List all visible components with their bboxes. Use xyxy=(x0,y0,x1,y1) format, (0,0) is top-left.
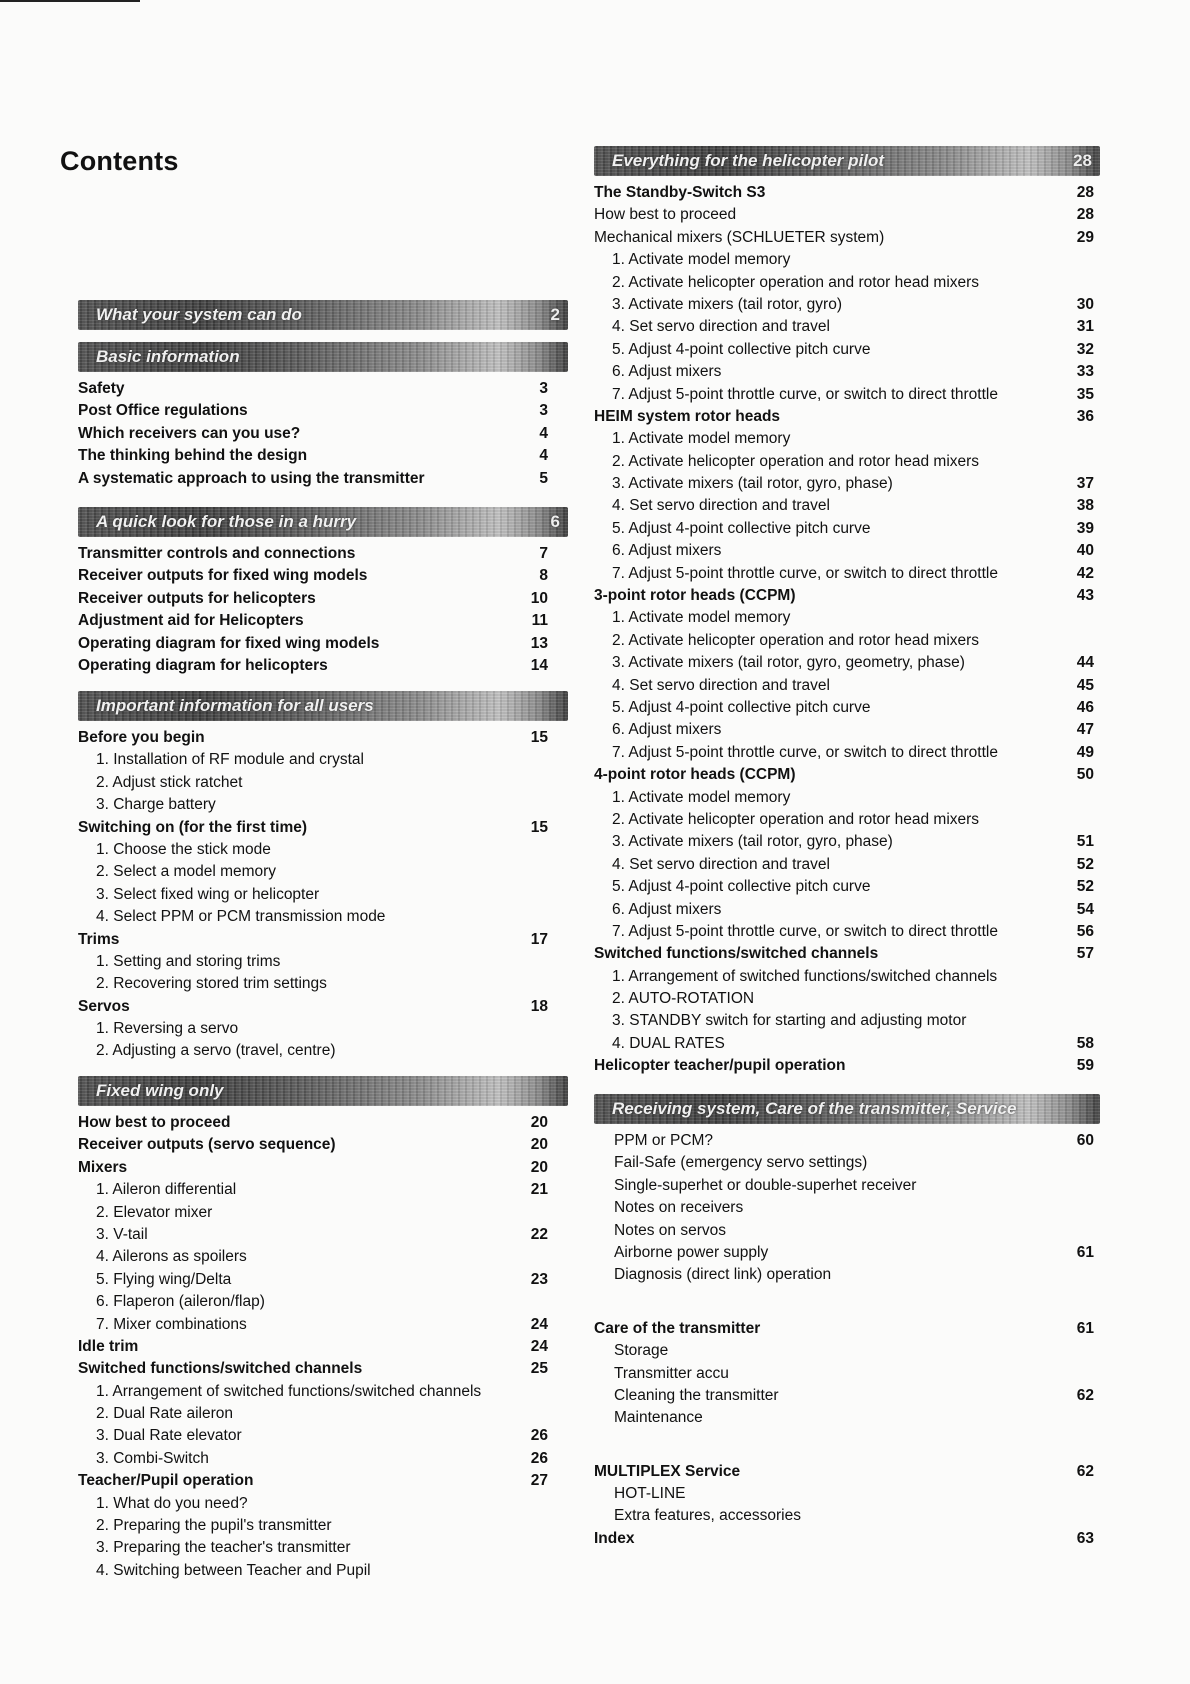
toc-entry-page: 47 xyxy=(1076,721,1094,739)
toc-entry-page: 42 xyxy=(1076,564,1094,582)
toc-entry[interactable] xyxy=(594,204,1100,226)
toc-entry-page: 30 xyxy=(1076,295,1094,313)
toc-section xyxy=(594,1094,1100,1550)
toc-entry[interactable] xyxy=(78,543,568,565)
toc-entry-page: 25 xyxy=(530,1360,548,1378)
toc-entry-label: HEIM system rotor heads xyxy=(594,407,781,425)
section-page-number: 2 xyxy=(550,305,560,324)
toc-entry-label: The Standby-Switch S3 xyxy=(594,184,766,201)
toc-entry-page: 60 xyxy=(1076,1132,1094,1149)
toc-entry[interactable] xyxy=(594,1363,1100,1385)
toc-entry-label: Receiver outputs for fixed wing models xyxy=(78,567,368,585)
toc-entry-label: 2. Adjusting a servo (travel, centre) xyxy=(96,1042,336,1060)
toc-entry-label: Single-superhet or double-superhet receiver xyxy=(614,1176,917,1194)
toc-entry-label: 3. Activate mixers (tail rotor, gyro, phase) xyxy=(612,833,893,851)
section-heading[interactable] xyxy=(594,1094,1100,1124)
toc-section xyxy=(78,342,568,490)
toc-entry-label: 6. Adjust mixers xyxy=(612,363,722,381)
toc-entry-label: Adjustment aid for Helicopters xyxy=(78,612,304,630)
toc-entry[interactable] xyxy=(594,384,1100,406)
toc-entry[interactable] xyxy=(78,1246,568,1268)
toc-entry[interactable] xyxy=(78,1134,568,1156)
toc-entry[interactable] xyxy=(78,727,568,749)
toc-entry[interactable] xyxy=(594,585,1100,607)
toc-entry-label: 4. Set servo direction and travel xyxy=(612,676,830,694)
toc-entry-page: 46 xyxy=(1076,698,1094,716)
section-heading-label: Fixed wing only xyxy=(96,1081,224,1100)
toc-entry-label: 4. Set servo direction and travel xyxy=(612,855,830,873)
section-heading-label: A quick look for those in a hurry xyxy=(96,512,357,531)
toc-entry-label: How best to proceed xyxy=(594,206,737,224)
toc-entry-page: 4 xyxy=(539,447,548,465)
toc-entry[interactable] xyxy=(594,719,1100,741)
toc-entry-label: 3. Combi-Switch xyxy=(96,1449,209,1467)
toc-entry[interactable] xyxy=(594,1407,1100,1429)
toc-entry[interactable] xyxy=(594,1318,1100,1340)
section-heading[interactable] xyxy=(78,300,568,330)
toc-entry[interactable] xyxy=(78,1179,568,1201)
toc-entry-label: Diagnosis (direct link) operation xyxy=(614,1266,832,1284)
toc-entry[interactable] xyxy=(78,1269,568,1291)
toc-entry-label: 2. Select a model memory xyxy=(96,863,277,881)
toc-entry[interactable] xyxy=(78,468,568,490)
toc-entry-label: Receiver outputs for helicopters xyxy=(78,589,316,607)
toc-entry-label: Operating diagram for fixed wing models xyxy=(78,634,380,652)
toc-entry-label: 1. Choose the stick mode xyxy=(96,840,271,858)
toc-entry[interactable] xyxy=(594,1461,1100,1483)
page-title: Contents xyxy=(60,146,179,176)
toc-entry-label: 4. Ailerons as spoilers xyxy=(96,1248,247,1266)
toc-entry-label: 1. Activate model memory xyxy=(612,788,791,806)
toc-entry-label: How best to proceed xyxy=(78,1114,231,1131)
toc-entry[interactable] xyxy=(594,473,1100,495)
toc-entry[interactable] xyxy=(594,495,1100,517)
toc-entry[interactable] xyxy=(78,1470,568,1492)
toc-entry[interactable] xyxy=(594,675,1100,697)
toc-entry[interactable] xyxy=(594,227,1100,249)
toc-entry[interactable] xyxy=(594,1340,1100,1362)
toc-entry-label: 1. Aileron differential xyxy=(96,1181,237,1199)
toc-entry-label: 1. Installation of RF module and crystal xyxy=(96,751,364,769)
toc-section xyxy=(78,1076,568,1582)
toc-entry-page: 13 xyxy=(530,634,548,652)
toc-entry-label: Notes on servos xyxy=(614,1221,726,1239)
toc-entry[interactable] xyxy=(78,655,568,677)
toc-entry[interactable] xyxy=(78,423,568,445)
toc-entry-label: 4. DUAL RATES xyxy=(612,1034,725,1052)
toc-entry[interactable] xyxy=(78,817,568,839)
toc-entry-label: 1. Setting and storing trims xyxy=(96,952,281,970)
toc-entry-label: 3-point rotor heads (CCPM) xyxy=(594,587,796,605)
toc-entry-page: 4 xyxy=(539,424,548,442)
toc-entry[interactable] xyxy=(594,451,1100,473)
toc-entry-label: 4. Set servo direction and travel xyxy=(612,497,830,515)
toc-entry[interactable] xyxy=(78,378,568,400)
toc-entry-label: Mechanical mixers (SCHLUETER system) xyxy=(594,228,885,246)
toc-entry-page: 43 xyxy=(1076,587,1094,605)
toc-entry-page: 40 xyxy=(1076,542,1094,560)
toc-entry[interactable] xyxy=(594,1197,1100,1219)
toc-entry-page: 44 xyxy=(1076,654,1094,672)
toc-entry-label: MULTIPLEX Service xyxy=(594,1462,741,1480)
toc-entry-label: 5. Adjust 4-point collective pitch curve xyxy=(612,340,871,358)
toc-entry-label: The thinking behind the design xyxy=(78,447,308,465)
toc-entry-page: 54 xyxy=(1076,900,1094,918)
toc-entry[interactable] xyxy=(594,787,1100,809)
toc-entry-page: 28 xyxy=(1076,184,1094,201)
toc-entry[interactable] xyxy=(78,1157,568,1179)
toc-entry-label: Helicopter teacher/pupil operation xyxy=(594,1057,846,1075)
toc-entry[interactable] xyxy=(78,445,568,467)
toc-entry[interactable] xyxy=(594,943,1100,965)
toc-entry-page: 23 xyxy=(530,1270,548,1288)
top-edge-line xyxy=(0,0,140,2)
toc-entry-page: 18 xyxy=(530,997,548,1015)
toc-entry[interactable] xyxy=(594,854,1100,876)
toc-entry[interactable] xyxy=(78,1425,568,1447)
toc-entry[interactable] xyxy=(78,749,568,771)
section-heading-label: Receiving system, Care of the transmitter, Service xyxy=(612,1099,1017,1118)
toc-entry-label: 2. Dual Rate aileron xyxy=(96,1405,233,1423)
toc-entry[interactable] xyxy=(594,630,1100,652)
toc-entry-page: 21 xyxy=(530,1181,548,1199)
toc-entry-label: 2. Recovering stored trim settings xyxy=(96,975,327,993)
toc-entry-label: 2. Activate helicopter operation and rotor head mixers xyxy=(612,273,980,291)
toc-entry-label: 1. Activate model memory xyxy=(612,251,791,269)
toc-entry-page: 11 xyxy=(531,612,548,630)
toc-entry[interactable] xyxy=(78,1040,568,1062)
toc-entry[interactable] xyxy=(594,361,1100,383)
toc-entry[interactable] xyxy=(594,966,1100,988)
toc-entry-label: 4. Set servo direction and travel xyxy=(612,318,830,336)
toc-entry[interactable] xyxy=(78,973,568,995)
toc-entry-label: 1. Arrangement of switched functions/switched channels xyxy=(612,967,998,985)
toc-entry-label: 3. V-tail xyxy=(96,1225,148,1243)
section-heading[interactable] xyxy=(78,507,568,537)
toc-entry-page: 39 xyxy=(1076,519,1094,537)
toc-entry-label: Notes on receivers xyxy=(614,1199,744,1217)
toc-section xyxy=(78,691,568,1063)
toc-entry[interactable] xyxy=(78,951,568,973)
toc-entry-page: 15 xyxy=(530,729,548,746)
toc-entry-page: 38 xyxy=(1076,497,1094,515)
toc-entry[interactable] xyxy=(594,316,1100,338)
toc-entry-label: Safety xyxy=(78,380,125,397)
toc-entry[interactable] xyxy=(78,1018,568,1040)
toc-entry-label: 7. Adjust 5-point throttle curve, or switch to direct throttle xyxy=(612,564,998,582)
toc-entry-label: Switched functions/switched channels xyxy=(594,945,879,963)
toc-entry-label: Storage xyxy=(614,1342,669,1360)
toc-entry[interactable] xyxy=(594,742,1100,764)
toc-entry-page: 32 xyxy=(1076,340,1094,358)
toc-entry-label: Maintenance xyxy=(614,1409,703,1427)
toc-entry[interactable] xyxy=(594,921,1100,943)
toc-entry[interactable] xyxy=(78,610,568,632)
toc-entry-label: 2. Activate helicopter operation and rotor head mixers xyxy=(612,452,980,470)
toc-entry-label: Cleaning the transmitter xyxy=(614,1386,779,1404)
toc-entry[interactable] xyxy=(78,400,568,422)
toc-entry-page: 62 xyxy=(1076,1386,1094,1404)
toc-entry[interactable] xyxy=(78,1358,568,1380)
toc-entry[interactable] xyxy=(78,839,568,861)
toc-section xyxy=(78,300,568,336)
toc-entry[interactable] xyxy=(78,929,568,951)
toc-entry-page: 22 xyxy=(530,1225,548,1243)
toc-entry-label: Extra features, accessories xyxy=(614,1507,801,1525)
toc-entry[interactable] xyxy=(78,861,568,883)
section-heading-label: Everything for the helicopter pilot xyxy=(612,151,885,170)
section-heading[interactable] xyxy=(78,342,568,372)
toc-entry-page: 33 xyxy=(1076,363,1094,381)
section-heading-label: Basic information xyxy=(96,347,240,366)
toc-entry-label: 3. Select fixed wing or helicopter xyxy=(96,885,320,903)
toc-entry[interactable] xyxy=(78,906,568,928)
toc-entry[interactable] xyxy=(78,1493,568,1515)
toc-entry[interactable] xyxy=(594,563,1100,585)
toc-entry[interactable] xyxy=(594,876,1100,898)
toc-entry[interactable] xyxy=(594,1242,1100,1264)
toc-entry-page: 28 xyxy=(1076,206,1094,224)
section-heading-label: What your system can do xyxy=(96,305,302,324)
toc-entry-page: 37 xyxy=(1076,475,1094,493)
toc-entry[interactable] xyxy=(78,565,568,587)
toc-entry[interactable] xyxy=(594,249,1100,271)
toc-entry[interactable] xyxy=(594,607,1100,629)
toc-entry-label: 6. Adjust mixers xyxy=(612,542,722,560)
toc-entry-page: 49 xyxy=(1076,743,1094,761)
toc-entry-label: Index xyxy=(594,1529,635,1547)
toc-entry[interactable] xyxy=(594,406,1100,428)
toc-entry-label: 1. Arrangement of switched functions/switched channels xyxy=(96,1382,482,1400)
toc-entry-page: 31 xyxy=(1076,318,1094,336)
toc-entry-label: Switching on (for the first time) xyxy=(78,818,308,836)
toc-entry-label: Switched functions/switched channels xyxy=(78,1360,363,1378)
toc-entry-label: 6. Adjust mixers xyxy=(612,721,722,739)
toc-entry-label: Airborne power supply xyxy=(614,1243,769,1261)
section-page-number: 28 xyxy=(1073,151,1092,170)
toc-entry[interactable] xyxy=(594,831,1100,853)
toc-entry[interactable] xyxy=(594,339,1100,361)
toc-entry-page: 27 xyxy=(530,1472,548,1490)
toc-entry[interactable] xyxy=(78,1202,568,1224)
toc-entry-page: 52 xyxy=(1076,878,1094,896)
section-page-number: 6 xyxy=(550,512,560,531)
toc-entry-label: Servos xyxy=(78,997,130,1015)
toc-entry-label: Transmitter controls and connections xyxy=(78,545,356,562)
toc-entry[interactable] xyxy=(78,633,568,655)
toc-entry-label: 3. Activate mixers (tail rotor, gyro) xyxy=(612,295,842,313)
toc-entry[interactable] xyxy=(78,794,568,816)
toc-entry[interactable] xyxy=(78,588,568,610)
toc-entry-page: 62 xyxy=(1076,1462,1094,1480)
toc-section xyxy=(594,146,1100,1078)
toc-entry-label: Which receivers can you use? xyxy=(78,424,301,442)
toc-entry-label: Idle trim xyxy=(78,1337,139,1355)
toc-entry-page: 3 xyxy=(539,380,548,397)
toc-entry[interactable] xyxy=(78,1448,568,1470)
toc-entry[interactable] xyxy=(594,428,1100,450)
toc-entry-label: HOT-LINE xyxy=(614,1485,686,1503)
toc-entry[interactable] xyxy=(78,1560,568,1582)
toc-entry[interactable] xyxy=(594,1483,1100,1505)
toc-entry-label: 2. Preparing the pupil's transmitter xyxy=(96,1517,332,1535)
toc-entry-label: Teacher/Pupil operation xyxy=(78,1472,254,1490)
toc-entry-label: 2. Elevator mixer xyxy=(96,1203,213,1221)
toc-entry-page: 59 xyxy=(1076,1057,1094,1075)
toc-entry-page: 20 xyxy=(530,1114,548,1131)
toc-entry[interactable] xyxy=(594,1175,1100,1197)
toc-entry[interactable] xyxy=(78,1336,568,1358)
toc-entry-label: 5. Adjust 4-point collective pitch curve xyxy=(612,519,871,537)
toc-entry-label: 7. Mixer combinations xyxy=(96,1315,247,1333)
toc-entry[interactable] xyxy=(594,1033,1100,1055)
toc-entry[interactable] xyxy=(594,182,1100,204)
toc-entry-label: 3. Preparing the teacher's transmitter xyxy=(96,1539,351,1557)
toc-entry-label: 5. Adjust 4-point collective pitch curve xyxy=(612,698,871,716)
toc-entry-label: 3. Activate mixers (tail rotor, gyro, geometry, phase) xyxy=(612,654,965,672)
toc-entry[interactable] xyxy=(78,1537,568,1559)
toc-entry[interactable] xyxy=(594,1505,1100,1527)
toc-entry-page: 24 xyxy=(530,1337,548,1355)
toc-entry-label: 5. Adjust 4-point collective pitch curve xyxy=(612,878,871,896)
toc-entry[interactable] xyxy=(594,1385,1100,1407)
toc-entry-label: Post Office regulations xyxy=(78,402,248,420)
toc-entry-label: Before you begin xyxy=(78,729,205,746)
toc-entry[interactable] xyxy=(594,809,1100,831)
toc-entry[interactable] xyxy=(594,1130,1100,1152)
toc-entry-label: Transmitter accu xyxy=(614,1364,729,1382)
toc-entry-page: 45 xyxy=(1076,676,1094,694)
section-heading-label: Important information for all users xyxy=(96,696,374,715)
toc-entry-page: 56 xyxy=(1076,922,1094,940)
toc-entry[interactable] xyxy=(594,764,1100,786)
toc-entry[interactable] xyxy=(78,1224,568,1246)
toc-entry[interactable] xyxy=(78,884,568,906)
toc-entry-page: 26 xyxy=(530,1449,548,1467)
toc-entry[interactable] xyxy=(594,1220,1100,1242)
toc-entry[interactable] xyxy=(594,1528,1100,1550)
toc-entry[interactable] xyxy=(594,697,1100,719)
toc-entry-page: 7 xyxy=(539,545,548,562)
toc-entry[interactable] xyxy=(78,996,568,1018)
toc-entry-page: 14 xyxy=(530,656,548,674)
toc-entry-page: 58 xyxy=(1076,1034,1094,1052)
toc-entry-page: 50 xyxy=(1076,766,1094,784)
toc-entry-page: 10 xyxy=(530,589,548,607)
toc-entry[interactable] xyxy=(78,1403,568,1425)
toc-entry[interactable] xyxy=(594,540,1100,562)
toc-entry-page: 57 xyxy=(1076,945,1094,963)
toc-entry-label: 6. Flaperon (aileron/flap) xyxy=(96,1293,265,1311)
toc-entry-page: 51 xyxy=(1076,833,1094,851)
toc-entry[interactable] xyxy=(594,988,1100,1010)
toc-entry-label: 4-point rotor heads (CCPM) xyxy=(594,766,796,784)
toc-entry-label: Care of the transmitter xyxy=(594,1319,761,1337)
toc-entry[interactable] xyxy=(594,272,1100,294)
toc-entry[interactable] xyxy=(78,1515,568,1537)
toc-entry-label: Operating diagram for helicopters xyxy=(78,656,328,674)
toc-entry[interactable] xyxy=(78,1291,568,1313)
toc-entry[interactable] xyxy=(594,1010,1100,1032)
toc-entry-page: 5 xyxy=(539,469,548,487)
toc-entry[interactable] xyxy=(78,772,568,794)
toc-entry-label: 6. Adjust mixers xyxy=(612,900,722,918)
toc-entry-label: 1. Activate model memory xyxy=(612,430,791,448)
toc-entry-label: 7. Adjust 5-point throttle curve, or switch to direct throttle xyxy=(612,385,998,403)
toc-entry-label: 7. Adjust 5-point throttle curve, or switch to direct throttle xyxy=(612,743,998,761)
toc-entry-page: 61 xyxy=(1076,1243,1094,1261)
toc-entry-label: 3. Activate mixers (tail rotor, gyro, phase) xyxy=(612,475,893,493)
toc-entry-page: 61 xyxy=(1076,1319,1094,1337)
toc-entry-page: 63 xyxy=(1076,1529,1094,1547)
toc-entry[interactable] xyxy=(594,1152,1100,1174)
toc-entry-page: 36 xyxy=(1076,407,1094,425)
toc-entry-label: 2. Adjust stick ratchet xyxy=(96,773,243,791)
toc-entry-page: 24 xyxy=(530,1315,548,1333)
toc-entry-label: 2. Activate helicopter operation and rotor head mixers xyxy=(612,631,980,649)
toc-entry-label: 3. Charge battery xyxy=(96,796,216,814)
toc-entry-label: PPM or PCM? xyxy=(614,1132,714,1149)
toc-entry-page: 20 xyxy=(530,1136,548,1154)
toc-entry[interactable] xyxy=(594,518,1100,540)
section-heading[interactable] xyxy=(78,1076,568,1106)
toc-entry[interactable] xyxy=(594,1055,1100,1077)
toc-entry-page: 15 xyxy=(530,818,548,836)
toc-entry[interactable] xyxy=(594,294,1100,316)
toc-entry-label: 1. Reversing a servo xyxy=(96,1020,239,1038)
toc-entry-label: 5. Flying wing/Delta xyxy=(96,1270,232,1288)
section-heading[interactable] xyxy=(594,146,1100,176)
toc-entry-page: 17 xyxy=(530,930,548,948)
toc-entry-label: Receiver outputs (servo sequence) xyxy=(78,1136,336,1154)
toc-entry-label: Fail-Safe (emergency servo settings) xyxy=(614,1154,868,1172)
toc-entry-page: 52 xyxy=(1076,855,1094,873)
toc-entry-label: 1. Activate model memory xyxy=(612,609,791,627)
toc-entry-label: 2. Activate helicopter operation and rotor head mixers xyxy=(612,810,980,828)
toc-entry[interactable] xyxy=(78,1314,568,1336)
toc-entry-label: 3. Dual Rate elevator xyxy=(96,1427,242,1445)
toc-entry-page: 8 xyxy=(539,567,548,585)
toc-entry[interactable] xyxy=(78,1112,568,1134)
toc-entry-label: 2. AUTO-ROTATION xyxy=(612,990,755,1008)
toc-entry[interactable] xyxy=(594,899,1100,921)
toc-entry-label: Trims xyxy=(78,930,120,948)
section-heading[interactable] xyxy=(78,691,568,721)
toc-entry-page: 29 xyxy=(1076,228,1094,246)
toc-entry-label: 4. Switching between Teacher and Pupil xyxy=(96,1561,371,1579)
toc-entry-page: 3 xyxy=(539,402,548,420)
toc-entry-label: 7. Adjust 5-point throttle curve, or switch to direct throttle xyxy=(612,922,998,940)
toc-section xyxy=(78,507,568,677)
toc-entry-page: 26 xyxy=(530,1427,548,1445)
toc-entry-label: Mixers xyxy=(78,1158,128,1176)
toc-entry-label: 3. STANDBY switch for starting and adjusting motor xyxy=(612,1012,967,1030)
toc-entry-page: 35 xyxy=(1076,385,1094,403)
toc-entry[interactable] xyxy=(594,652,1100,674)
toc-entry-label: A systematic approach to using the transmitter xyxy=(78,469,425,487)
toc-entry-label: 1. What do you need? xyxy=(96,1494,248,1512)
toc-entry[interactable] xyxy=(594,1264,1100,1286)
toc-entry[interactable] xyxy=(78,1381,568,1403)
toc-entry-page: 20 xyxy=(530,1158,548,1176)
toc-entry-label: 4. Select PPM or PCM transmission mode xyxy=(96,908,386,926)
